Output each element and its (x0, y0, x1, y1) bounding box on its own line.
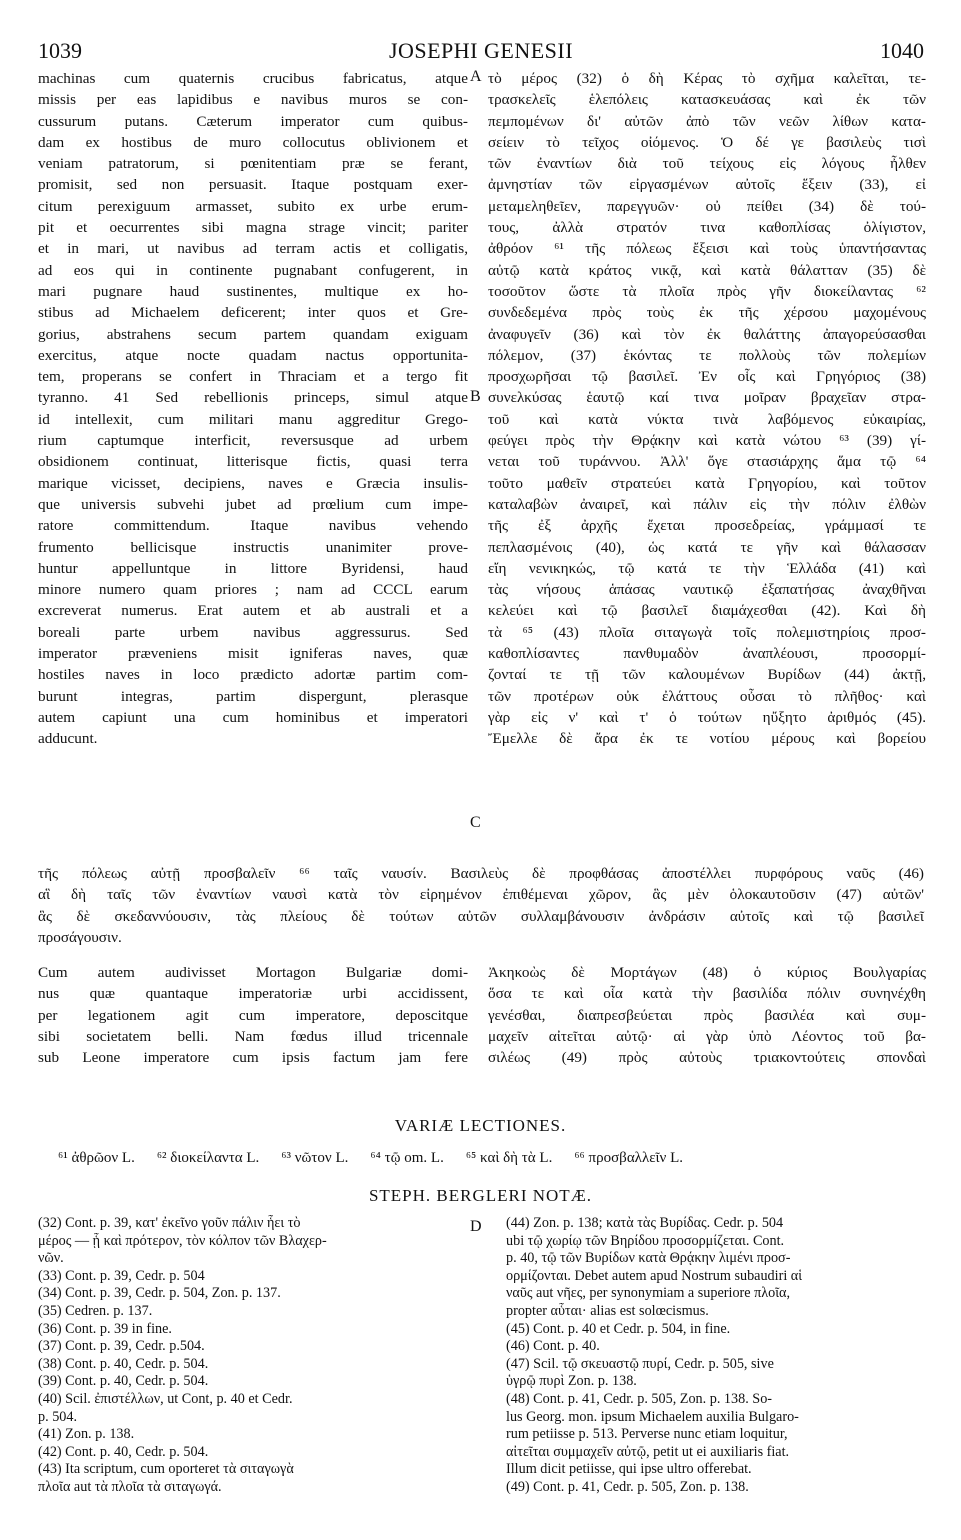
text-line: exercitus, atque nocte quadam nactus opportunita- (38, 346, 468, 364)
text-line: τῶν ἐναντίων διὰ τοῦ τείχους εἰς λόγους ἦλθεν (488, 155, 926, 173)
text-line: τὸ μέρος (32) ὁ δὴ Κέρας τὸ σχῆμα καλεῖται, τε- (488, 70, 926, 87)
text-line: καταλαβὼν ἀναιρεῖ, καὶ πάλιν εἰς τὴν πόλιν ἐλθὼν (488, 495, 926, 513)
text-line: (33) Cont. p. 39, Cedr. p. 504 (38, 1267, 205, 1284)
text-line: marique vicisset, decipiens, naves e Græcia insulis- (38, 474, 468, 492)
text-line: rium captumque interficit, reversusque ad urbem (38, 432, 468, 450)
text-line: (46) Cont. p. 40. (506, 1338, 600, 1355)
margin-letter-a: A (470, 68, 482, 85)
text-line: sub Leone imperatore cum ipsis factum jam fere (38, 1049, 468, 1067)
text-line: hostiles naves in loco prædicto adortæ partim com- (38, 666, 468, 684)
text-line: nus quæ quantaque imperatoriæ urbi accidissent, (38, 985, 468, 1003)
text-line: (49) Cont. p. 41, Cedr. p. 505, Zon. p. 138. (506, 1478, 749, 1495)
text-line: νῶν. (38, 1250, 64, 1267)
text-line: προσχωρῆσαι τῷ βασιλεῖ. Ἐν οἷς καὶ Γρηγόριος (38) (488, 368, 926, 386)
text-line: (42) Cont. p. 40, Cedr. p. 504. (38, 1443, 209, 1460)
text-line: (47) Scil. τῷ σκευαστῷ πυρί, Cedr. p. 505, sive (506, 1355, 774, 1372)
text-line: τῆς πόλεως αὐτῇ προσβαλεῖν ⁶⁶ ταῖς ναυσίν. Βασιλεὺς δὲ προφθάσας ἀποστέλλει πυρφόρους ναῦς (46) (38, 865, 924, 882)
text-line: ἃς δὲ σκεδαννύουσιν, τὰς πλείους δὲ τούτων αὐτῶν συλλαμβάνουσιν ἀνδράσιν αὐτοῖς καὶ τῷ βασιλεῖ (38, 907, 924, 925)
margin-letter-b: B (470, 388, 481, 405)
text-line: ubi τῷ χωρίῳ τῶν Βηρίδου προσορμίζεται. Cont. (506, 1232, 785, 1249)
text-line: Cum autem audivisset Mortagon Bulgariæ domi- (38, 964, 468, 981)
text-line: excreverat numerus. Erat autem et ab australi et a (38, 602, 468, 620)
text-line: τοῦ καὶ κατὰ νύκτα τινὰ λαβόμενος εὐκαιρίας, (488, 410, 926, 428)
text-line: τῆς ἐξ ἀρχῆς ἔχεται προσεδρείας, γράμμασί τε (488, 517, 926, 535)
text-line: citum perexiguum armasset, subito ex urbe erum- (38, 197, 468, 215)
text-line: κελεύει καὶ τῷ βασιλεῖ διαμάχεσθαι (42). Καὶ δὴ (488, 602, 926, 620)
notes-right-column (506, 1215, 924, 1497)
variant-reading: ⁶¹ ἀθρῶον L. (58, 1150, 135, 1166)
text-line: πόλεμον, (37) ἑκόντας τε πολλοὺς τῶν πολεμίων (488, 346, 926, 364)
variant-reading: ⁶² διοκείλαντα L. (156, 1150, 260, 1166)
text-line: promisit, sed non persuasit. Itaque postquam exer- (38, 176, 468, 194)
text-line: (41) Zon. p. 138. (38, 1426, 135, 1443)
text-line: tem, properans se confert in Thraciam et a tergo fit (38, 368, 468, 386)
greek-column (488, 68, 926, 750)
text-line: συνελκύσας ἑαυτῷ καί τινα μοῖραν βραχεῖαν στρα- (488, 389, 926, 407)
text-line: cussurum putans. Cæterum imperator cum quibus- (38, 112, 468, 130)
left-page-number: 1039 (38, 38, 82, 63)
text-line: μέρος — ᾗ καὶ πρότερον, τὸν κόλπον τῶν Βλαχερ- (38, 1232, 327, 1249)
text-line: p. 504. (38, 1408, 78, 1425)
text-line: p. 40, τῷ τῶν Βυρίδων κατὰ Θρᾴκην λιμένι προσ- (506, 1250, 791, 1267)
latin-column-2 (38, 962, 468, 1068)
text-line: (32) Cont. p. 39, κατ' ἐκεῖνο γοῦν πάλιν ἧει τὸ (38, 1215, 301, 1231)
text-line: dam ex hostibus de muro collocutus oblivionem et (38, 133, 468, 151)
text-line: ἀναφυγεῖν (36) καὶ τὸν ἐκ θαλάττης ἀπαγορεύσασθαι (488, 325, 926, 343)
text-line: προσάγουσιν. (38, 928, 122, 946)
text-line: γενέσθαι, διαπρεσβεύεται πρὸς βασιλέα καὶ συμ- (488, 1006, 926, 1024)
text-line: (34) Cont. p. 39, Cedr. p. 504, Zon. p. 137. (38, 1285, 281, 1302)
text-line: καθοπλίσαντες πανθυμαδὸν ἀναπλέουσι, προσορμί- (488, 645, 926, 663)
text-line: ζονταί τε τῇ τῶν καλουμένων Βυρίδων (44) ἀκτῇ, (488, 666, 926, 684)
text-line: ad eos qui in continente pugnabant confugerent, in (38, 261, 468, 279)
margin-letter-d: D (470, 1218, 482, 1235)
text-line: αἳ δὴ ταῖς τῶν ἐναντίων ναυσὶ κατὰ τὸν εἰρημένον ἐπιθέμεναι χῶρον, ἃς μὲν ὁλοκαυτοῦσιν (47) αὐτῶν' (38, 886, 924, 904)
text-line: πεμπομένων δι' αὐτῶν ἀπὸ τῶν νεῶν λίθων κατα- (488, 112, 926, 130)
text-line: ἀμνηστίαν τῶν εἰργασμένων αὐτοῖς ἕξειν (33), εἰ (488, 176, 926, 194)
text-line: τῶν προτέρων οὐκ ἐλάττους οὖσαι τὸ πλῆθος· καὶ (488, 687, 926, 705)
text-line: ὑγρῷ πυρὶ Zon. p. 138. (506, 1373, 637, 1390)
text-line: αἰτεῖται συμμαχεῖν αὐτῷ, petit ut ei auxiliaris fiat. (506, 1443, 790, 1460)
variant-reading: ⁶³ νῶτον L. (281, 1150, 349, 1166)
text-line: (36) Cont. p. 39 in fine. (38, 1320, 172, 1337)
text-line: Illum dicit petiisse, qui ipse ultro offerebat. (506, 1461, 752, 1478)
variant-reading: ⁶⁵ καὶ δὴ τὰ L. (465, 1150, 553, 1166)
text-line: veniam patratorum, si pœnitentiam præ se ferant, (38, 155, 468, 173)
text-line: frumento bellicisque instructis unanimiter prove- (38, 538, 468, 556)
text-line: minore numero quam priores ; nam ad CCCL earum (38, 581, 468, 599)
text-line: τρασκελεῖς ἑλεπόλεις κατασκευάσας καὶ ἐκ τῶν (488, 91, 926, 109)
text-line: εἴη νενικηκώς, τῷ κατά τε τὴν Ἑλλάδα (41) καὶ (488, 559, 926, 577)
text-line: ratore committendum. Itaque navibus vehendo (38, 517, 468, 535)
text-line: ναῦς aut νῆες, per synonymiam a superiore πλοῖα, (506, 1285, 791, 1302)
text-line: μεταμεληθεῖεν, παρεγγυῶν· οὐ πείθει (34) δὲ τού- (488, 197, 926, 215)
text-line: μαχεῖν αἰτεῖται αὐτῷ· αἱ γὰρ ὑπὸ Λέοντος τοῦ βα- (488, 1027, 926, 1045)
text-line: et in mari, ut navibus ad terram actis et colligatis, (38, 240, 468, 258)
text-line: νεται τοῦ τυράννου. Ἀλλ' ὅγε στασιάρχης ἅμα τῷ ⁶⁴ (488, 453, 926, 471)
variant-reading: ⁶⁴ τῷ om. L. (370, 1150, 444, 1166)
text-line: tyranno. 41 Sed rebellionis princeps, simul atque (38, 389, 468, 407)
text-line: stibus ad Michaelem deficerent; inter quos et Gre- (38, 304, 468, 322)
text-line: (45) Cont. p. 40 et Cedr. p. 504, in fine. (506, 1320, 731, 1337)
text-line: machinas cum quaternis crucibus fabricatus, atque (38, 70, 468, 87)
text-line: (44) Zon. p. 138; κατὰ τὰς Βυρίδας. Cedr. p. 504 (506, 1215, 784, 1231)
text-line: per legationem agit cum imperatore, deposcitque (38, 1006, 468, 1024)
text-line: ορμίζονται. Debet autem apud Nostrum subaudiri αἱ (506, 1267, 803, 1284)
text-line: (43) Ita scriptum, cum oporteret τὰ σιταγωγὰ (38, 1461, 294, 1478)
text-line: lus Georg. mon. ipsum Michaelem auxilia Bulgaro- (506, 1408, 799, 1425)
page-header (38, 38, 924, 68)
text-line: obsidionem continuat, litterisque fictis, quasi terra (38, 453, 468, 471)
text-line: πεπλασμένοις (40), ὡς κατά τε γῆν καὶ θάλασσαν (488, 538, 926, 556)
text-line: imperator præveniens misit igniferas naves, quæ (38, 645, 468, 663)
text-line: sibi societatem belli. Nam fœdus illud tricennale (38, 1027, 468, 1045)
text-line: burunt integras, partim dispergunt, plerasque (38, 687, 468, 705)
text-line: que universis subvehi jubet ad prœlium cum impe- (38, 495, 468, 513)
text-line: τοῦτο μαθεῖν στρατεύει κατὰ Γρηγορίου, καὶ τοῦτον (488, 474, 926, 492)
text-line: τους, ἀλλὰ στρατόν τινα καθοπλίσας ὀλίγιστον, (488, 219, 926, 237)
text-line: φεύγει πρὸς τὴν Θρᾴκην καὶ κατὰ νώτου ⁶³ (39) γί- (488, 432, 926, 450)
text-line: Ἀκηκοὼς δὲ Μορτάγων (48) ὁ κύριος Βουλγαρίας (488, 964, 926, 981)
text-line: πλοῖα aut τὰ πλοῖα τὰ σιταγωγά. (38, 1478, 222, 1495)
text-line: (40) Scil. ἐπιστέλλων, ut Cont, p. 40 et Cedr. (38, 1390, 293, 1407)
text-line: σιλέως (49) πρὸς αὐτοὺς τριακοντούτεις σπονδαὶ (488, 1049, 926, 1067)
text-line: σείειν τὸ τεῖχος οἰόμενος. Ὁ δέ γε βασιλεὺς τισὶ (488, 133, 926, 151)
greek-full-width (38, 863, 924, 948)
latin-column (38, 68, 468, 750)
text-line: αὐτῷ κατὰ κράτος νικᾷ, καὶ κατὰ θάλατταν (35) δὲ (488, 261, 926, 279)
margin-letter-c: C (470, 814, 481, 831)
variae-lectiones (58, 1150, 924, 1167)
running-title: JOSEPHI GENESII (388, 38, 574, 63)
variant-reading: ⁶⁶ προσβαλλεῖν L. (574, 1150, 683, 1166)
text-line: huntur appelluntque in littore Byridensi, haud (38, 559, 468, 577)
text-line: (39) Cont. p. 40, Cedr. p. 504. (38, 1373, 209, 1390)
text-line: ὅσα τε καὶ οἷα κατὰ τὴν βασιλίδα πόλιν συνηνέχθη (488, 985, 926, 1003)
text-line: rum petiisse p. 513. Perverse nunc etiam loquitur, (506, 1426, 788, 1443)
text-line: propter αὗται· alias est solœcismus. (506, 1302, 709, 1319)
text-line: (35) Cedren. p. 137. (38, 1302, 153, 1319)
text-line: id intellexit, cum militari manu aggreditur Grego- (38, 410, 468, 428)
text-line: τὰς νήσους ἁπάσας ναυτικῷ ἐξαπατήσας ἀναχθῆναι (488, 581, 926, 599)
text-line: τὰ ⁶⁵ (43) πλοῖα σιταγωγὰ τοῖς πολεμιστηρίοις προσ- (488, 623, 926, 641)
greek-column-2 (488, 962, 926, 1068)
text-line: Ἔμελλε δὲ ἄρα ἐκ τε νοτίου μέρους καὶ βορείου (488, 730, 926, 748)
text-line: (48) Cont. p. 41, Cedr. p. 505, Zon. p. 138. So- (506, 1390, 773, 1407)
text-line: συνδεδεμένα πρὸς τοὺς ἐκ τῆς χέρσου μαχομένους (488, 304, 926, 322)
text-line: mari pugnare haud sustinentes, multique ex ho- (38, 282, 468, 300)
right-page-number: 1040 (880, 38, 924, 63)
text-line: ἀθρόον ⁶¹ τῆς πόλεως ἔξεισι καὶ τοὺς ὑπαντήσαντας (488, 240, 926, 258)
text-line: (38) Cont. p. 40, Cedr. p. 504. (38, 1355, 209, 1372)
notes-left-column (38, 1215, 474, 1497)
text-line: pit et oecurrentes sibi magna strage vincit; pariter (38, 219, 468, 237)
text-line: missis per eas lapidibus e navibus muros se con- (38, 91, 468, 109)
variae-heading: VARIÆ LECTIONES. (394, 1116, 567, 1135)
text-line: boreali parte urbem navibus aggressurus. Sed (38, 623, 468, 641)
notes-heading: STEPH. BERGLERI NOTÆ. (368, 1186, 593, 1205)
text-line: gorius, abstrahens secum partem quandam exiguam (38, 325, 468, 343)
text-line: γὰρ εἰς ν' καὶ τ' ὁ τούτων ηὔξητο ἀριθμός (45). (488, 708, 926, 726)
text-line: τοσοῦτον ὥστε τὰ πλοῖα πρὸς γῆν διοκείλαντας ⁶² (488, 282, 926, 300)
text-line: adducunt. (38, 730, 98, 748)
text-line: autem capiunt una cum hominibus et imperatori (38, 708, 468, 726)
text-line: (37) Cont. p. 39, Cedr. p.504. (38, 1338, 205, 1355)
